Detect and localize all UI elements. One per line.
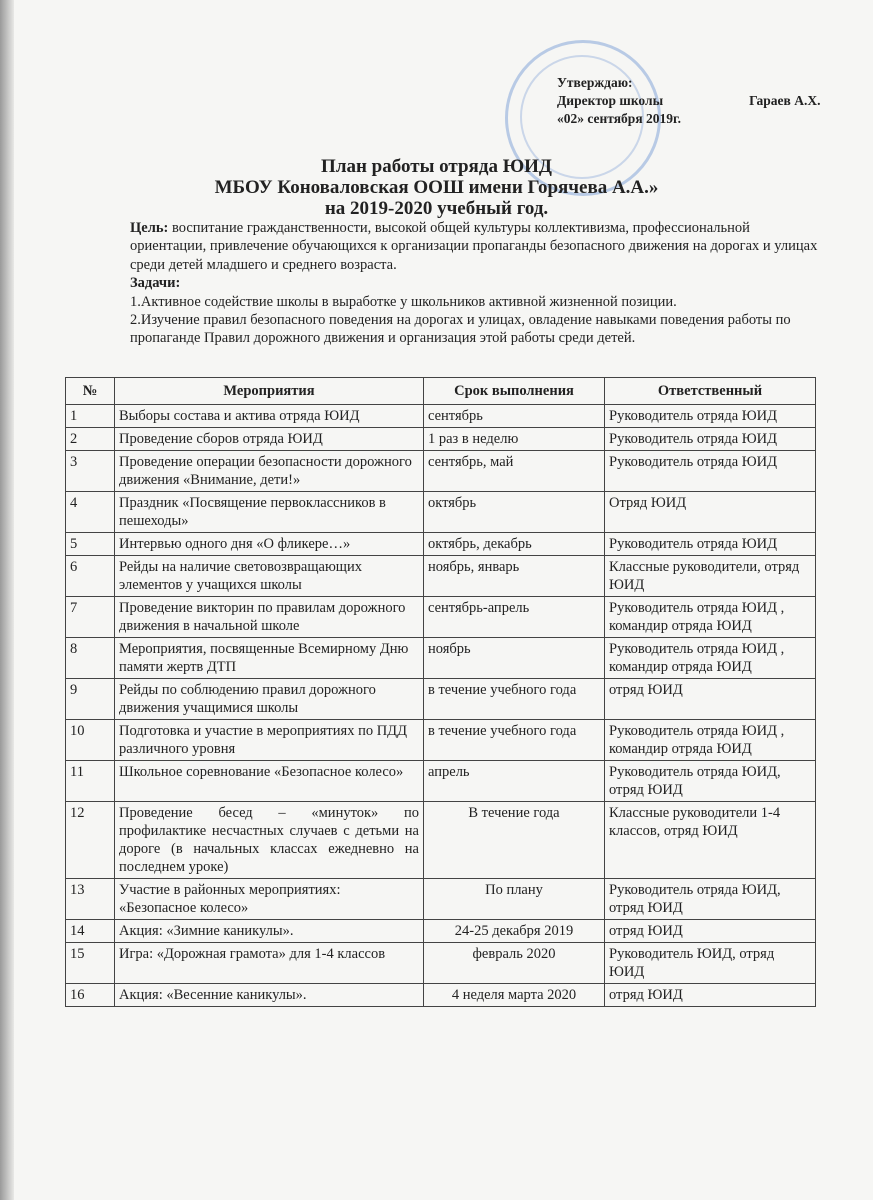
cell-activity: Мероприятия, посвященные Всемирному Дню памяти жертв ДТП bbox=[115, 638, 424, 679]
cell-deadline: сентябрь bbox=[424, 405, 605, 428]
table-row bbox=[66, 533, 816, 556]
approval-date: «02» сентября 2019г. bbox=[557, 111, 681, 126]
cell-deadline: 1 раз в неделю bbox=[424, 428, 605, 451]
cell-responsible: Руководитель ЮИД, отряд ЮИД bbox=[605, 943, 816, 984]
cell-responsible: Руководитель отряда ЮИД bbox=[605, 428, 816, 451]
activities-table bbox=[65, 377, 816, 1007]
task-item: 2.Изучение правил безопасного поведения на дорогах и улицах, овладение навыками поведения работы по пропаганде Правил дорожного движения и организация этой работы среди детей. bbox=[130, 312, 791, 347]
cell-activity: Школьное соревнование «Безопасное колесо» bbox=[115, 761, 424, 802]
cell-activity: Игра: «Дорожная грамота» для 1-4 классов bbox=[115, 943, 424, 984]
cell-deadline: апрель bbox=[424, 761, 605, 802]
cell-responsible: Классные руководители, отряд ЮИД bbox=[605, 556, 816, 597]
cell-responsible: Отряд ЮИД bbox=[605, 492, 816, 533]
cell-number: 1 bbox=[66, 405, 115, 428]
header-responsible: Ответственный bbox=[605, 378, 816, 405]
header-number: № bbox=[66, 378, 115, 405]
table-row bbox=[66, 720, 816, 761]
cell-number: 15 bbox=[66, 943, 115, 984]
cell-deadline: в течение учебного года bbox=[424, 720, 605, 761]
cell-number: 11 bbox=[66, 761, 115, 802]
cell-deadline: февраль 2020 bbox=[424, 943, 605, 984]
tasks-label: Задачи: bbox=[130, 275, 181, 292]
task-item: 1.Активное содействие школы в выработке у школьников активной жизненной позиции. bbox=[130, 293, 677, 310]
cell-number: 6 bbox=[66, 556, 115, 597]
table-row bbox=[66, 638, 816, 679]
cell-responsible: Руководитель отряда ЮИД bbox=[605, 533, 816, 556]
goal-paragraph: Цель: воспитание гражданственности, высокой общей культуры коллективизма, профессиональной ориентации, привлечение обучающихся к организации пропаганды безопасного движения на дорогах и улицах среди детей младшего и среднего возраста. bbox=[130, 220, 818, 273]
cell-number: 8 bbox=[66, 638, 115, 679]
approval-director: Директор школы Гараев А.Х. bbox=[557, 93, 821, 108]
cell-activity: Праздник «Посвящение первоклассников в пешеходы» bbox=[115, 492, 424, 533]
cell-activity: Акция: «Зимние каникулы». bbox=[115, 920, 424, 943]
cell-number: 16 bbox=[66, 984, 115, 1007]
cell-deadline: В течение года bbox=[424, 802, 605, 879]
table-row bbox=[66, 451, 816, 492]
cell-responsible: Руководитель отряда ЮИД, отряд ЮИД bbox=[605, 879, 816, 920]
approval-block bbox=[557, 74, 820, 128]
table-row bbox=[66, 428, 816, 451]
cell-deadline: октябрь bbox=[424, 492, 605, 533]
table-row bbox=[66, 679, 816, 720]
cell-responsible: отряд ЮИД bbox=[605, 920, 816, 943]
header-activity: Мероприятия bbox=[115, 378, 424, 405]
cell-responsible: Руководитель отряда ЮИД , командир отряда ЮИД bbox=[605, 597, 816, 638]
cell-activity: Проведение викторин по правилам дорожного движения в начальной школе bbox=[115, 597, 424, 638]
cell-activity: Рейды на наличие световозвращающих элементов у учащихся школы bbox=[115, 556, 424, 597]
cell-responsible: Классные руководители 1-4 классов, отряд ЮИД bbox=[605, 802, 816, 879]
cell-responsible: отряд ЮИД bbox=[605, 984, 816, 1007]
cell-activity: Участие в районных мероприятиях: «Безопасное колесо» bbox=[115, 879, 424, 920]
table-header-row bbox=[66, 378, 816, 405]
cell-number: 14 bbox=[66, 920, 115, 943]
intro-section bbox=[130, 219, 820, 348]
cell-activity: Подготовка и участие в мероприятиях по ПДД различного уровня bbox=[115, 720, 424, 761]
cell-activity: Рейды по соблюдению правил дорожного движения учащимися школы bbox=[115, 679, 424, 720]
cell-deadline: ноябрь bbox=[424, 638, 605, 679]
cell-responsible: Руководитель отряда ЮИД, отряд ЮИД bbox=[605, 761, 816, 802]
cell-activity: Акция: «Весенние каникулы». bbox=[115, 984, 424, 1007]
table-row bbox=[66, 879, 816, 920]
cell-number: 4 bbox=[66, 492, 115, 533]
cell-deadline: ноябрь, январь bbox=[424, 556, 605, 597]
cell-number: 2 bbox=[66, 428, 115, 451]
table-row bbox=[66, 761, 816, 802]
document-title: План работы отряда ЮИД МБОУ Коноваловская ООШ имени Горячева А.А.» на 2019-2020 учебный год. bbox=[214, 156, 659, 219]
cell-number: 5 bbox=[66, 533, 115, 556]
table-row bbox=[66, 802, 816, 879]
cell-activity: Интервью одного дня «О фликере…» bbox=[115, 533, 424, 556]
header-deadline: Срок выполнения bbox=[424, 378, 605, 405]
cell-activity: Выборы состава и актива отряда ЮИД bbox=[115, 405, 424, 428]
cell-responsible: Руководитель отряда ЮИД bbox=[605, 405, 816, 428]
cell-deadline: сентябрь, май bbox=[424, 451, 605, 492]
cell-deadline: По плану bbox=[424, 879, 605, 920]
cell-number: 3 bbox=[66, 451, 115, 492]
table-row bbox=[66, 984, 816, 1007]
cell-deadline: октябрь, декабрь bbox=[424, 533, 605, 556]
cell-deadline: 24-25 декабря 2019 bbox=[424, 920, 605, 943]
table-row bbox=[66, 492, 816, 533]
cell-responsible: Руководитель отряда ЮИД , командир отряда ЮИД bbox=[605, 638, 816, 679]
cell-number: 12 bbox=[66, 802, 115, 879]
table-row bbox=[66, 920, 816, 943]
cell-responsible: отряд ЮИД bbox=[605, 679, 816, 720]
table-row bbox=[66, 943, 816, 984]
cell-responsible: Руководитель отряда ЮИД bbox=[605, 451, 816, 492]
table-row bbox=[66, 405, 816, 428]
cell-number: 13 bbox=[66, 879, 115, 920]
cell-deadline: сентябрь-апрель bbox=[424, 597, 605, 638]
cell-deadline: 4 неделя марта 2020 bbox=[424, 984, 605, 1007]
table-row bbox=[66, 556, 816, 597]
cell-number: 9 bbox=[66, 679, 115, 720]
approval-label: Утверждаю: bbox=[557, 75, 633, 90]
table-row bbox=[66, 597, 816, 638]
cell-responsible: Руководитель отряда ЮИД , командир отряда ЮИД bbox=[605, 720, 816, 761]
cell-activity: Проведение операции безопасности дорожного движения «Внимание, дети!» bbox=[115, 451, 424, 492]
cell-activity: Проведение бесед – «минуток» по профилактике несчастных случаев с детьми на дороге (в начальных классах ежедневно на последнем уроке) bbox=[115, 802, 424, 879]
cell-activity: Проведение сборов отряда ЮИД bbox=[115, 428, 424, 451]
cell-deadline: в течение учебного года bbox=[424, 679, 605, 720]
cell-number: 10 bbox=[66, 720, 115, 761]
cell-number: 7 bbox=[66, 597, 115, 638]
